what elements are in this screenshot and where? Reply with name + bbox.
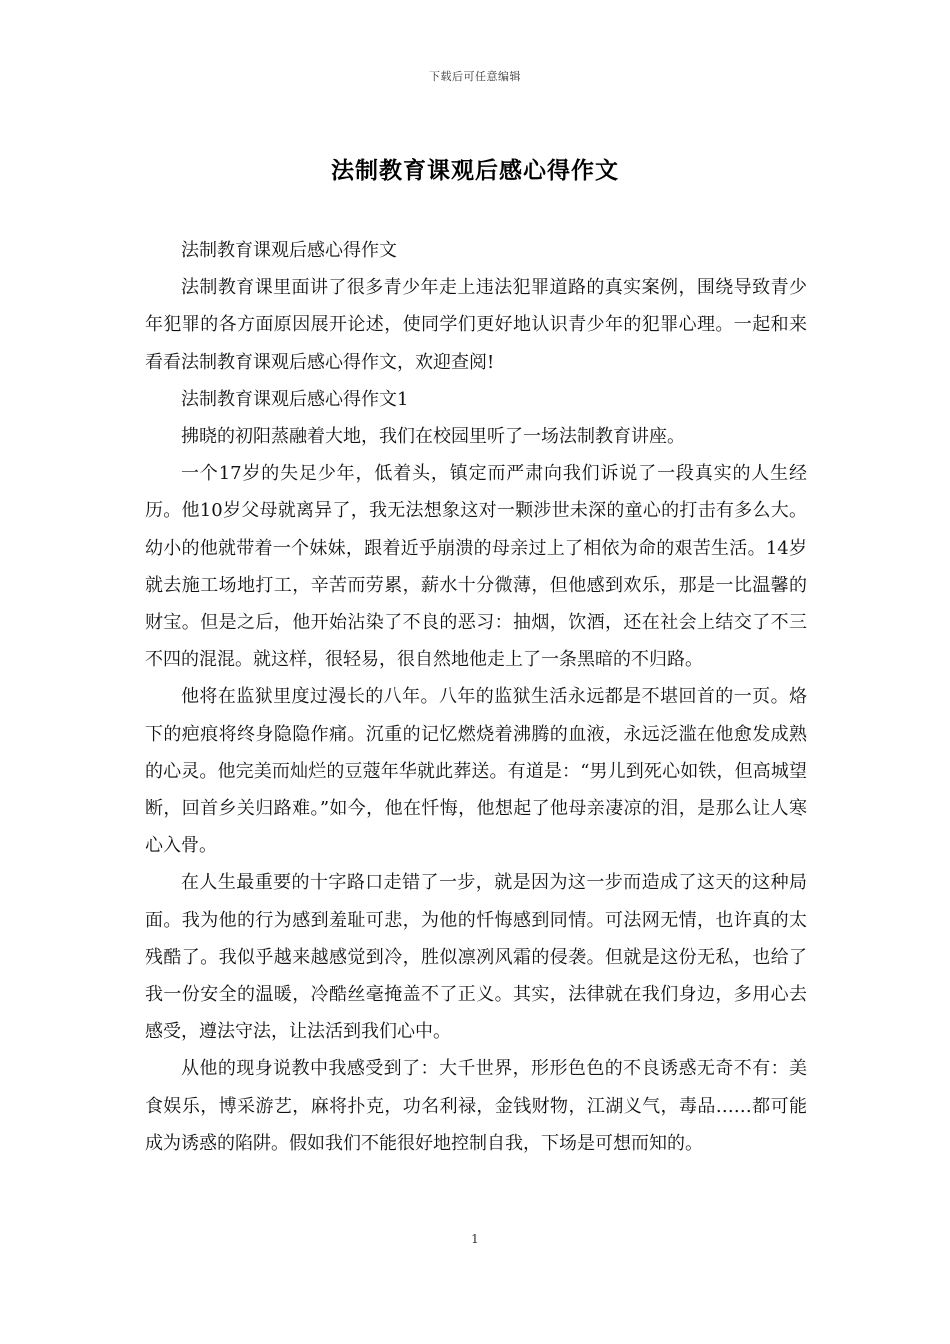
document-body xyxy=(145,232,807,1162)
paragraph-intro: 法制教育课里面讲了很多青少年走上违法犯罪道路的真实案例，围绕导致青少年犯罪的各方面原因展开论述，使同学们更好地认识青少年的犯罪心理。一起和来看看法制教育课观后感心得作文，欢迎查阅! xyxy=(145,277,807,373)
paragraph: 一个17岁的失足少年，低着头，镇定而严肃向我们诉说了一段真实的人生经历。他10岁父母就离异了，我无法想象这对一颗涉世未深的童心的打击有多么大。幼小的他就带着一个妹妹，跟着近乎崩溃的母亲过上了相依为命的艰苦生活。14岁就去施工场地打工，辛苦而劳累，薪水十分微薄，但他感到欢乐，那是一比温馨的财宝。但是之后，他开始沾染了不良的恶习：抽烟，饮酒，还在社会上结交了不三不四的混混。就这样，很轻易，很自然地他走上了一条黑暗的不归路。 xyxy=(145,463,807,671)
paragraph: 从他的现身说教中我感受到了：大千世界，形形色色的不良诱惑无奇不有：美食娱乐，博采游艺，麻将扑克，功名利禄，金钱财物，江湖义气，毒品……都可能成为诱惑的陷阱。假如我们不能很好地控制自我，下场是可想而知的。 xyxy=(145,1058,807,1154)
page-number: 1 xyxy=(471,1232,479,1246)
paragraph: 拂晓的初阳蒸融着大地，我们在校园里听了一场法制教育讲座。 xyxy=(181,426,685,448)
paragraph: 他将在监狱里度过漫长的八年。八年的监狱生活永远都是不堪回首的一页。烙下的疤痕将终身隐隐作痛。沉重的记忆燃烧着沸腾的血液，永远泛滥在他愈发成熟的心灵。他完美而灿烂的豆蔻年华就此葬送。有道是：“男儿到死心如铁，但高城望断，回首乡关归路难。”如今，他在忏悔，他想起了他母亲凄凉的泪，是那么让人寒心入骨。 xyxy=(145,686,807,857)
paragraph: 在人生最重要的十字路口走错了一步，就是因为这一步而造成了这天的这种局面。我为他的行为感到羞耻可悲，为他的忏悔感到同情。可法网无情，也许真的太残酷了。我似乎越来越感觉到冷，胜似凛冽风霜的侵袭。但就是这份无私，也给了我一份安全的温暖，冷酷丝毫掩盖不了正义。其实，法律就在我们身边，多用心去感受，遵法守法，让法活到我们心中。 xyxy=(145,872,807,1043)
header-note: 下载后可任意编辑 xyxy=(429,70,521,83)
paragraph-subtitle: 法制教育课观后感心得作文 xyxy=(181,240,397,261)
document-title: 法制教育课观后感心得作文 xyxy=(331,157,619,184)
paragraph-section-heading: 法制教育课观后感心得作文1 xyxy=(181,388,409,410)
